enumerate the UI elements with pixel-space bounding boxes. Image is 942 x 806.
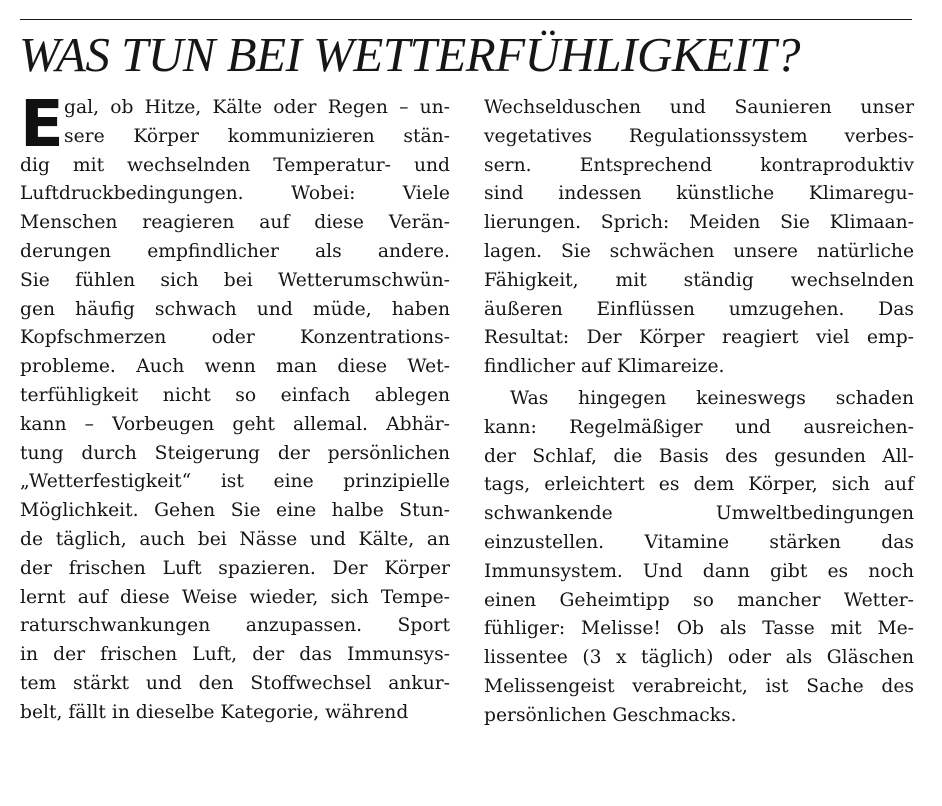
right-column-paragraph-2 [484,385,914,731]
text-line: lierungen. Sprich: Meiden Sie Klimaan- [484,212,914,234]
text-line: sind indessen künstliche Klimaregu- [484,183,914,205]
right-column-paragraph-1 [484,94,914,382]
text-line: der Schlaf, die Basis des gesunden All- [484,445,914,467]
text-line: Menschen reagieren auf diese Verän- [20,212,450,234]
text-line: gal, ob Hitze, Kälte oder Regen – un- [64,97,450,118]
text-line: der frischen Luft spazieren. Der Körper [20,557,450,579]
left-column-lines [20,88,450,728]
text-line: findlicher auf Klimareize. [484,356,725,378]
drop-cap: E [20,88,64,162]
text-line: Resultat: Der Körper reagiert viel emp- [484,327,914,349]
text-line: vegetatives Regulationssystem verbes- [484,125,914,147]
text-line: kann: Regelmäßiger und ausreichen- [484,416,914,438]
text-line: tem stärkt und den Stoffwechsel ankur- [20,672,450,694]
text-line: terfühligkeit nicht so einfach ablegen [20,384,450,406]
text-line: tung durch Steigerung der persönlichen [20,442,450,464]
text-line: sern. Entsprechend kontraproduktiv [484,154,914,176]
text-line: gen häufig schwach und müde, haben [20,298,450,320]
text-line: Melissengeist verabreicht, ist Sache des [484,675,914,697]
article-column-left [20,88,450,728]
text-line: persönlichen Geschmacks. [484,704,737,726]
text-line: äußeren Einflüssen umzugehen. Das [484,298,914,320]
text-line: Möglichkeit. Gehen Sie eine halbe Stun- [20,500,450,522]
text-line: dig mit wechselnden Temperatur- und [20,154,450,176]
text-line: sere Körper kommunizieren stän- [64,125,450,147]
text-line: kann – Vorbeugen geht allemal. Abhär- [20,413,450,435]
text-line: Immunsystem. Und dann gibt es noch [484,560,914,582]
text-line: Luftdruckbedingungen. Wobei: Viele [20,183,450,205]
text-line: Was hingegen keineswegs schaden [510,387,914,409]
text-line: lagen. Sie schwächen unsere natürliche [484,240,914,262]
text-line: Fähigkeit, mit ständig wechselnden [484,269,914,291]
article-column-right [484,94,914,731]
text-line: raturschwankungen anzupassen. Sport [20,615,450,637]
text-line: derungen empfindlicher als andere. [20,240,450,262]
text-line: fühliger: Melisse! Ob als Tasse mit Me- [484,618,914,640]
top-rule [20,19,912,20]
text-line: lernt auf diese Weise wieder, sich Tempe- [20,586,450,608]
text-line: in der frischen Luft, der das Immunsys- [20,644,450,666]
text-line: belt, fällt in dieselbe Kategorie, während [20,701,409,723]
text-line: Wechselduschen und Saunieren unser [484,97,914,118]
text-line: Sie fühlen sich bei Wetterumschwün- [20,269,450,291]
text-line: „Wetterfestigkeit“ ist eine prinzipielle [20,471,450,493]
article-headline: WAS TUN BEI WETTERFÜHLIGKEIT? [19,27,801,82]
text-line: probleme. Auch wenn man diese Wet- [20,356,450,378]
text-line: schwankende Umweltbedingungen [484,503,914,525]
text-line: tags, erleichtert es dem Körper, sich auf [484,474,914,496]
text-line: lissentee (3 x täglich) oder als Gläschen [484,647,914,669]
text-line: de täglich, auch bei Nässe und Kälte, an [20,528,450,550]
text-line: Kopfschmerzen oder Konzentrations- [20,327,450,349]
text-line: einzustellen. Vitamine stärken das [484,531,914,553]
text-line: einen Geheimtipp so mancher Wetter- [484,589,914,611]
